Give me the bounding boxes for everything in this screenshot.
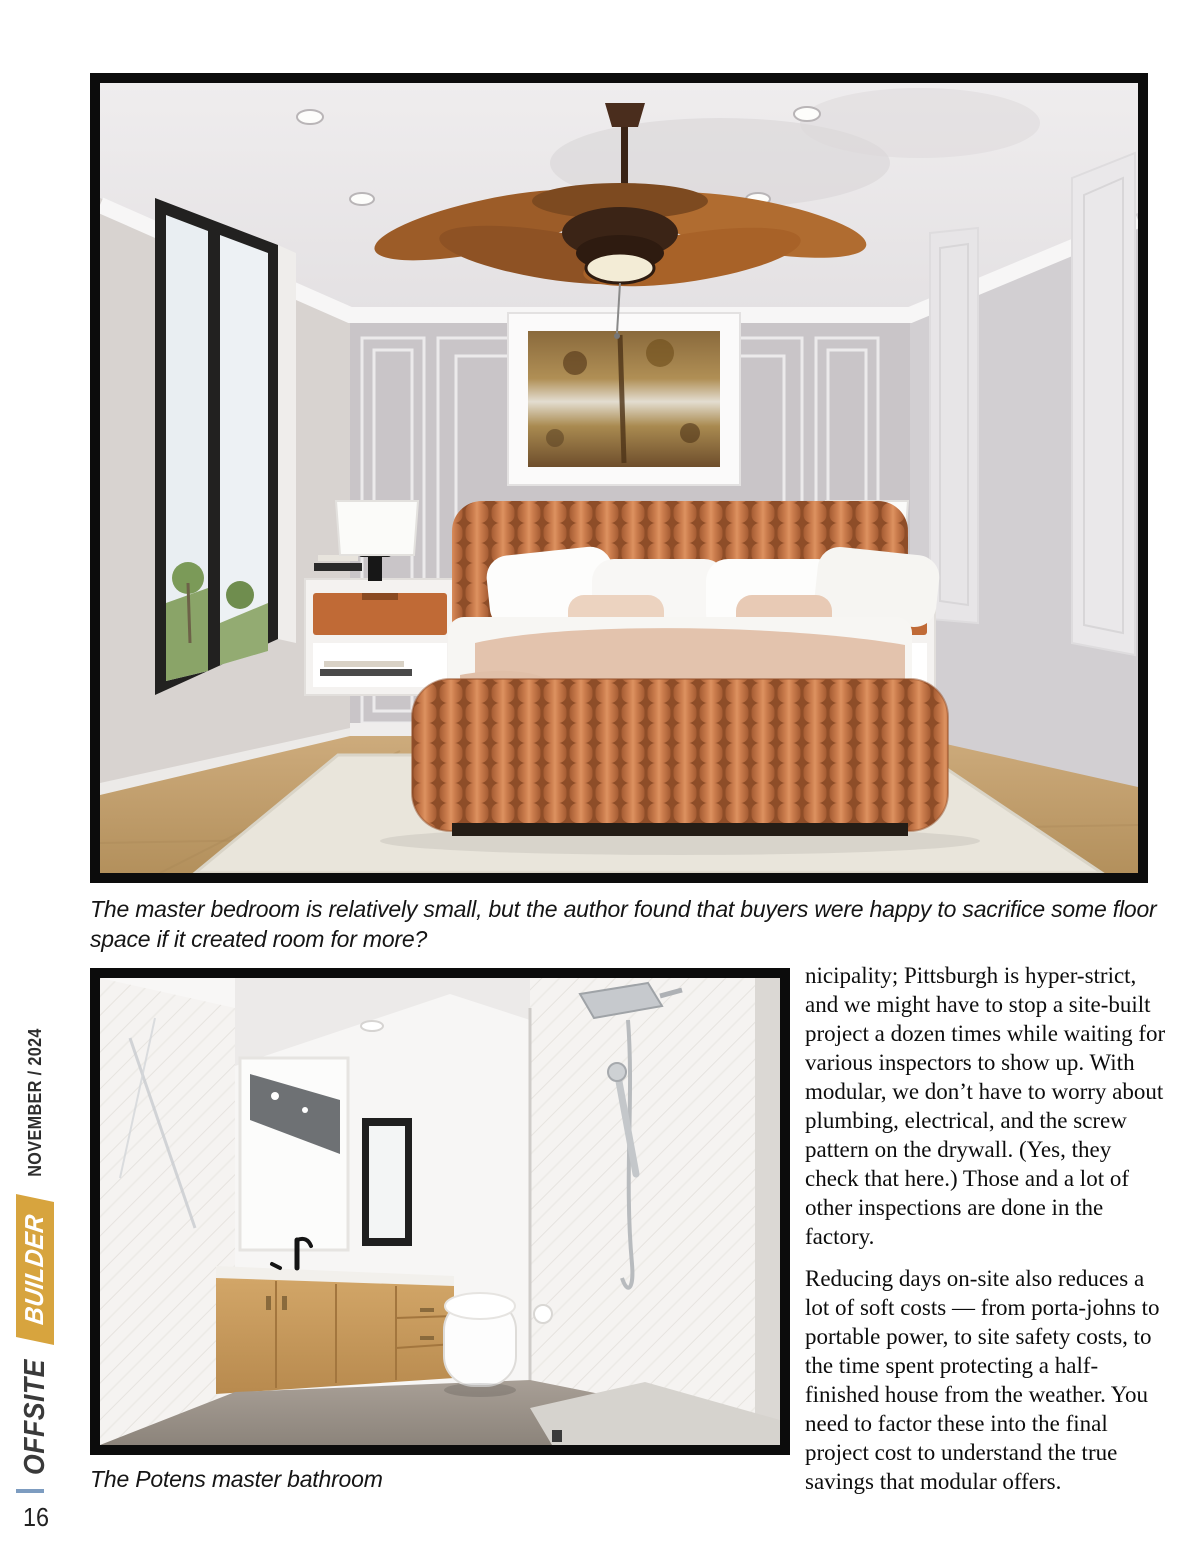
master-bedroom-photo <box>90 73 1148 883</box>
master-bathroom-photo <box>90 968 790 1455</box>
bathroom-illustration <box>100 978 780 1445</box>
footboard <box>412 679 948 831</box>
bed <box>412 501 948 836</box>
brand-builder-label: BUILDER <box>19 1212 49 1327</box>
page-number: 16 <box>23 1502 50 1532</box>
wood-vanity <box>216 1266 454 1394</box>
bedroom-caption: The master bedroom is relatively small, but the author found that buyers were happy to sacrifice some floor space if it created room for more? <box>90 896 1157 952</box>
article-body <box>805 961 1167 1509</box>
bathroom-caption: The Potens master bathroom <box>90 1466 383 1492</box>
wall-artwork <box>508 313 740 485</box>
brand-offsite-label: OFFSITE <box>18 1359 51 1475</box>
bathroom-recessed-light <box>361 1021 383 1031</box>
rail-divider-line <box>16 1489 44 1493</box>
toilet-paper-holder <box>534 1305 552 1323</box>
article-paragraph: nicipality; Pittsburgh is hyper-strict, and we might have to stop a site-built project a dozen times while waiting for various inspectors to show up. With modular, we don’t have to worry about plumbing, electrical, and the screw pattern on the drywall. (Yes, they check that here.) Those and a lot of other inspections are done in the factory. <box>805 963 1166 1249</box>
brand-builder-badge <box>16 1194 54 1345</box>
vanity-mirror <box>240 1058 348 1250</box>
left-tile-wall <box>100 978 235 1445</box>
bedroom-illustration <box>100 83 1138 873</box>
shower-tile-wall <box>530 978 780 1445</box>
article-paragraph: Reducing days on-site also reduces a lot of soft costs — from porta-johns to portable power, to site safety costs, to the time spent protecting a half-finished house from the weather. You need to factor these into the final project cost to understand the true savings that modular offers. <box>805 1266 1160 1494</box>
magazine-brand <box>16 1020 54 1480</box>
issue-date-label: NOVEMBER / 2024 <box>24 1028 45 1177</box>
bedroom-window <box>155 198 296 695</box>
bed-plinth <box>452 823 908 836</box>
